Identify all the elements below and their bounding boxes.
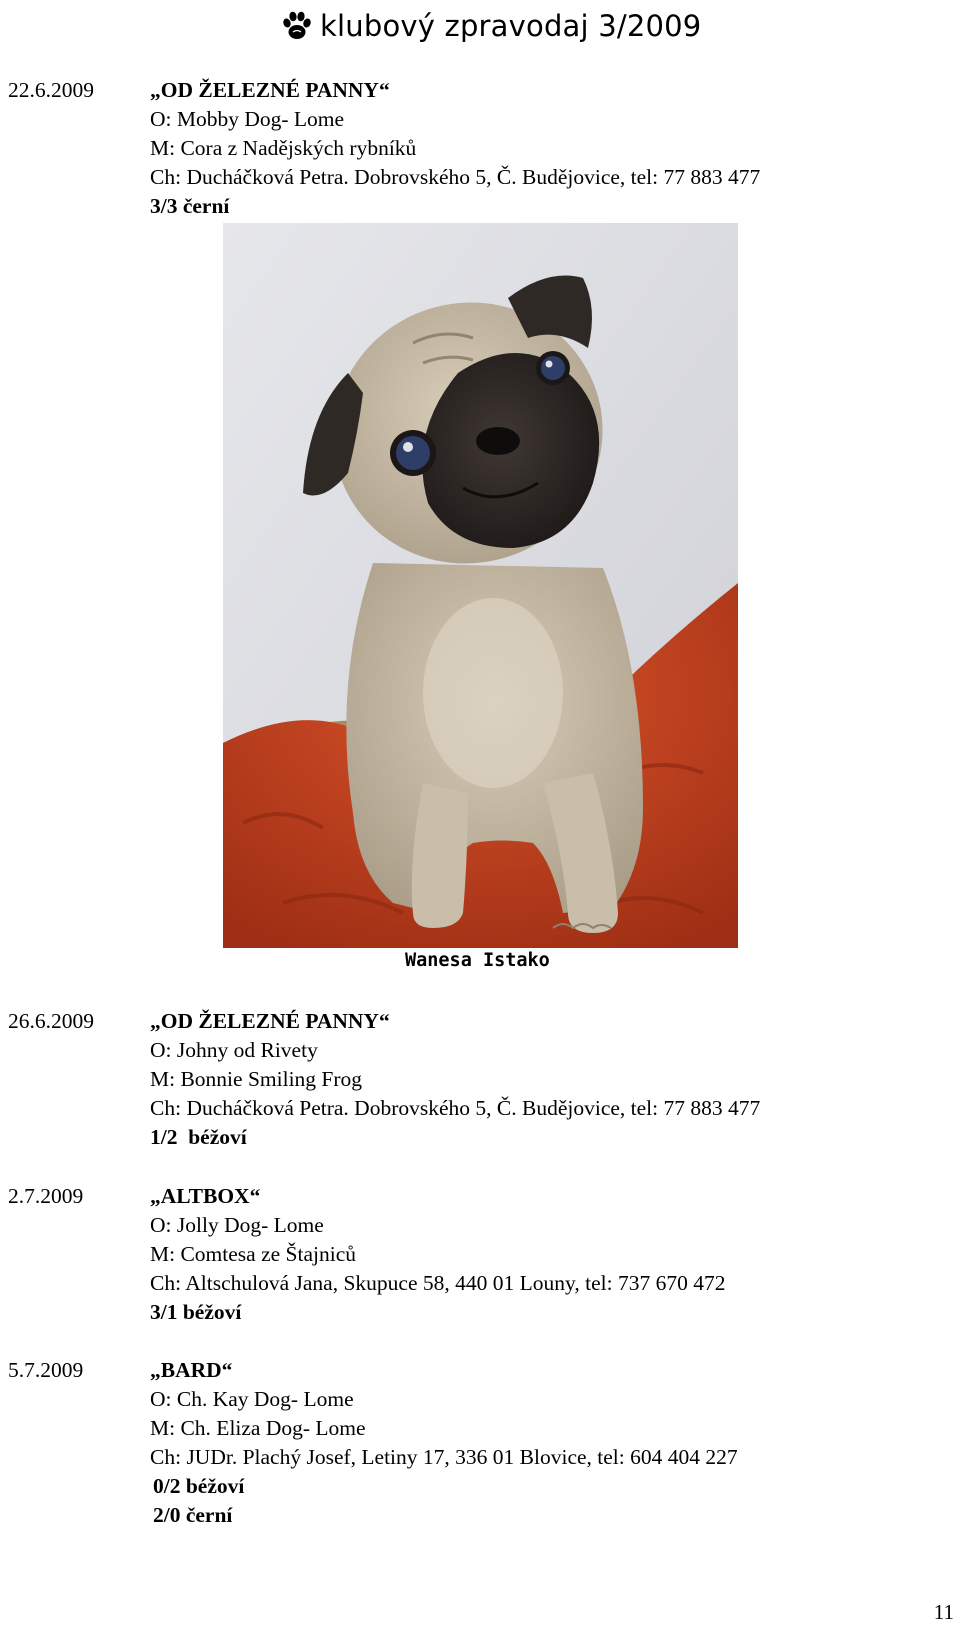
entry-date: 22.6.2009 (8, 78, 94, 102)
page-number: 11 (933, 1600, 954, 1624)
mother-line: M: Cora z Nadějských rybníků (150, 136, 417, 160)
photo-caption: Wanesa Istako (405, 950, 550, 971)
litter-count: 3/3 černí (150, 194, 230, 218)
pug-puppy-photo (223, 223, 738, 948)
kennel-name: „OD ŽELEZNÉ PANNY“ (150, 78, 390, 102)
paw-icon (280, 9, 314, 43)
litter-count: 1/2 béžoví (150, 1125, 247, 1149)
litter-count: 3/1 béžoví (150, 1300, 242, 1324)
breeder-line: Ch: Ducháčková Petra. Dobrovského 5, Č. Budějovice, tel: 77 883 477 (150, 1096, 761, 1120)
newsletter-title: klubový zpravodaj 3/2009 (320, 9, 702, 43)
newsletter-header (280, 6, 701, 46)
kennel-name: „OD ŽELEZNÉ PANNY“ (150, 1009, 390, 1033)
breeder-line: Ch: Altschulová Jana, Skupuce 58, 440 01 Louny, tel: 737 670 472 (150, 1271, 726, 1295)
mother-line: M: Bonnie Smiling Frog (150, 1067, 363, 1091)
litter-count: 0/2 béžoví (153, 1474, 245, 1498)
breeder-line: Ch: Ducháčková Petra. Dobrovského 5, Č. Budějovice, tel: 77 883 477 (150, 165, 761, 189)
kennel-name: „BARD“ (150, 1358, 233, 1382)
entry-date: 2.7.2009 (8, 1184, 84, 1208)
entry-date: 26.6.2009 (8, 1009, 94, 1033)
father-line: O: Mobby Dog- Lome (150, 107, 345, 131)
litter-count: 2/0 černí (153, 1503, 233, 1527)
mother-line: M: Comtesa ze Štajniců (150, 1242, 357, 1266)
father-line: O: Ch. Kay Dog- Lome (150, 1387, 354, 1411)
breeder-line: Ch: JUDr. Plachý Josef, Letiny 17, 336 01 Blovice, tel: 604 404 227 (150, 1445, 738, 1469)
kennel-name: „ALTBOX“ (150, 1184, 261, 1208)
father-line: O: Johny od Rivety (150, 1038, 318, 1062)
mother-line: M: Ch. Eliza Dog- Lome (150, 1416, 366, 1440)
entry-date: 5.7.2009 (8, 1358, 84, 1382)
father-line: O: Jolly Dog- Lome (150, 1213, 324, 1237)
